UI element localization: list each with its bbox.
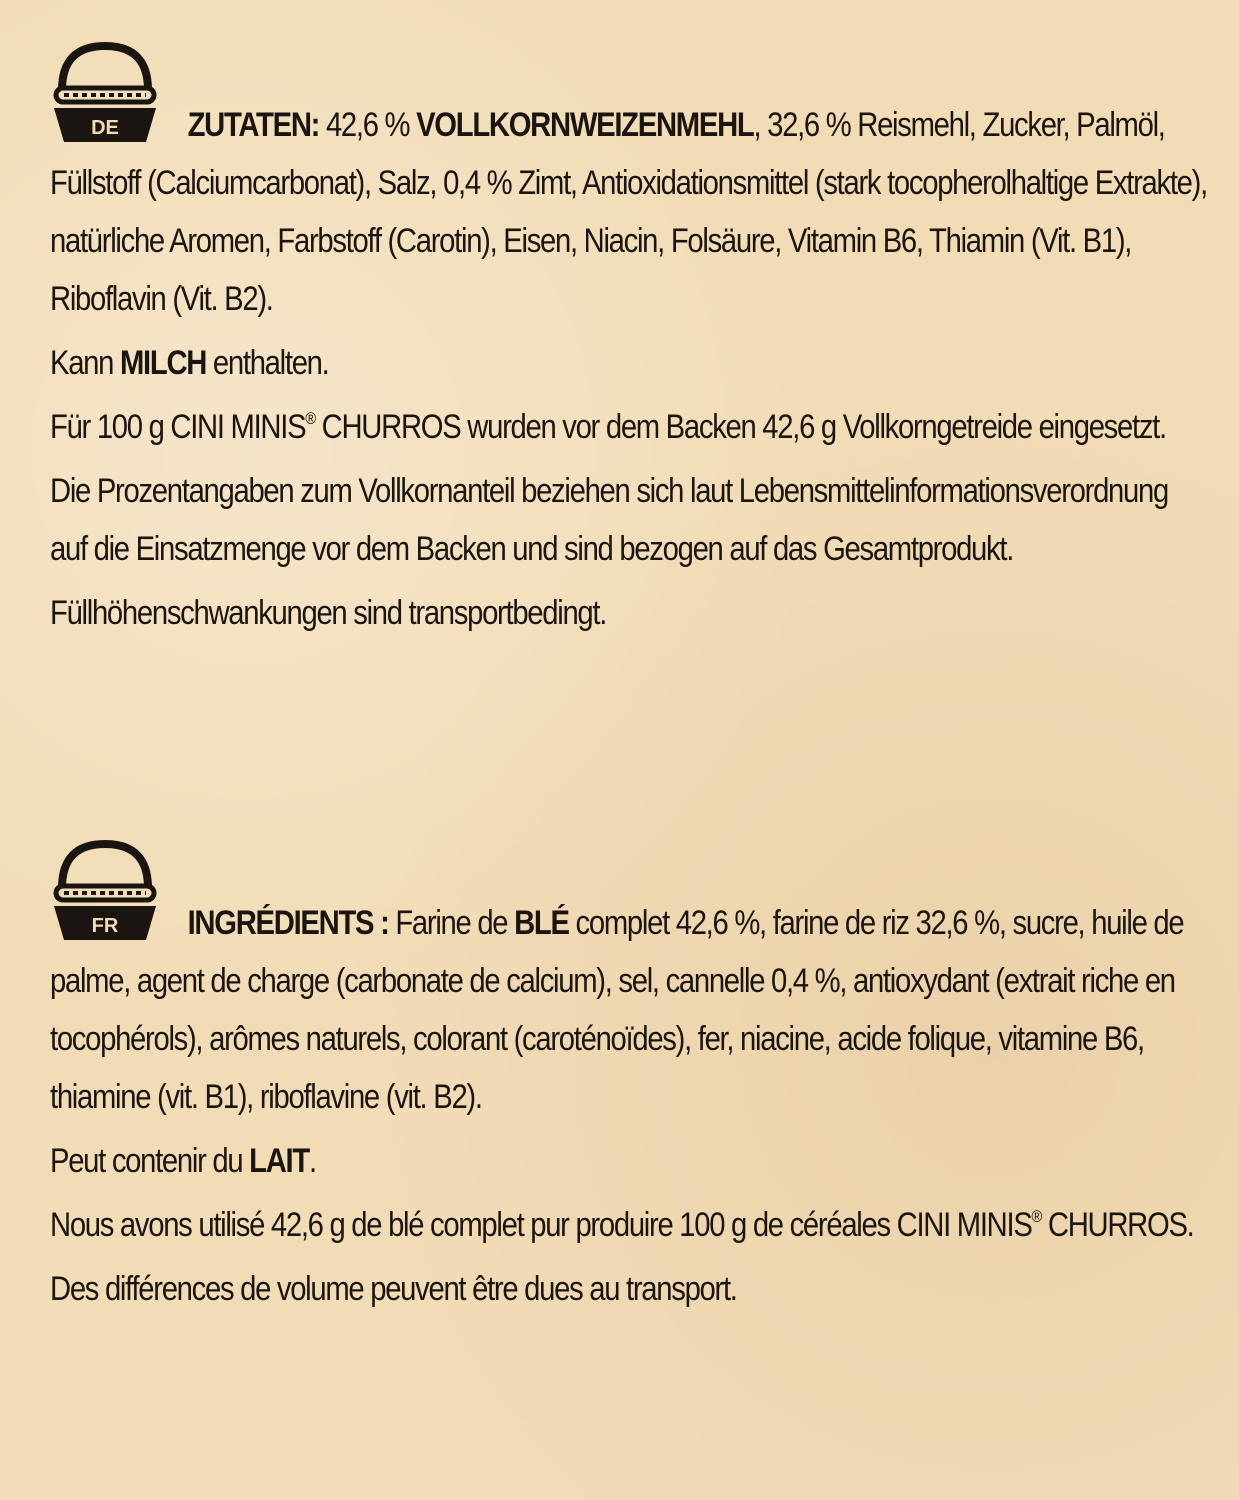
ingredients-label-de: ZUTATEN: bbox=[187, 106, 320, 144]
fill-note-de: Füllhöhenschwankungen sind transportbedingt. bbox=[50, 594, 607, 632]
section-de bbox=[50, 38, 1210, 648]
allergen-note-de: Kann MILCH enthalten. bbox=[50, 344, 329, 382]
ingredients-de: ZUTATEN: 42,6 % VOLLKORNWEIZENMEHL, 32,6 % Reismehl, Zucker, Palmöl, Füllstoff (Calciumcarbonat), Salz, 0,4 % Zimt, Antioxidationsmittel (stark tocopherolhaltige Extrakte), natürliche Aromen, Farbstoff (Carotin), Eisen, Niacin, Folsäure, Vitamin B6, Thiamin (Vit. B1), Riboflavin (Vit. B2). bbox=[50, 106, 1207, 318]
lang-badge-de: DE bbox=[91, 117, 119, 139]
section-fr bbox=[50, 836, 1210, 1324]
allergen-word-de: MILCH bbox=[119, 344, 207, 382]
allergen-word-fr: LAIT bbox=[249, 1142, 309, 1180]
percent-note-de: Die Prozentangaben zum Vollkornanteil beziehen sich laut Lebensmittelinformationsverordnung auf die Einsatzmenge vor dem Backen und sind bezogen auf das Gesamtprodukt. bbox=[50, 472, 1168, 568]
ingredients-label-fr: INGRÉDIENTS : bbox=[187, 904, 389, 942]
allergen-note-fr: Peut contenir du LAIT. bbox=[50, 1142, 316, 1180]
wholegrain-note-fr: Nous avons utilisé 42,6 g de blé complet pur produire 100 g de céréales CINI MINIS® CHURROS. bbox=[50, 1206, 1194, 1244]
ingredients-fr: INGRÉDIENTS : Farine de BLÉ complet 42,6 %, farine de riz 32,6 %, sucre, huile de palme, agent de charge (carbonate de calcium), sel, cannelle 0,4 %, antioxydant (extrait riche en tocophérols), arômes naturels, colorant (caroténoïdes), fer, niacine, acide folique, vitamine B6, thiamine (vit. B1), riboflavine (vit. B2). bbox=[50, 904, 1184, 1116]
grain-allergen-fr: BLÉ bbox=[514, 904, 569, 942]
transport-note-fr: Des différences de volume peuvent être dues au transport. bbox=[50, 1270, 737, 1308]
grain-allergen-de: VOLLKORNWEIZENMEHL bbox=[416, 106, 754, 144]
lang-badge-fr: FR bbox=[91, 915, 119, 937]
wholegrain-note-de: Für 100 g CINI MINIS® CHURROS wurden vor dem Backen 42,6 g Vollkorngetreide eingesetzt. bbox=[50, 408, 1166, 446]
